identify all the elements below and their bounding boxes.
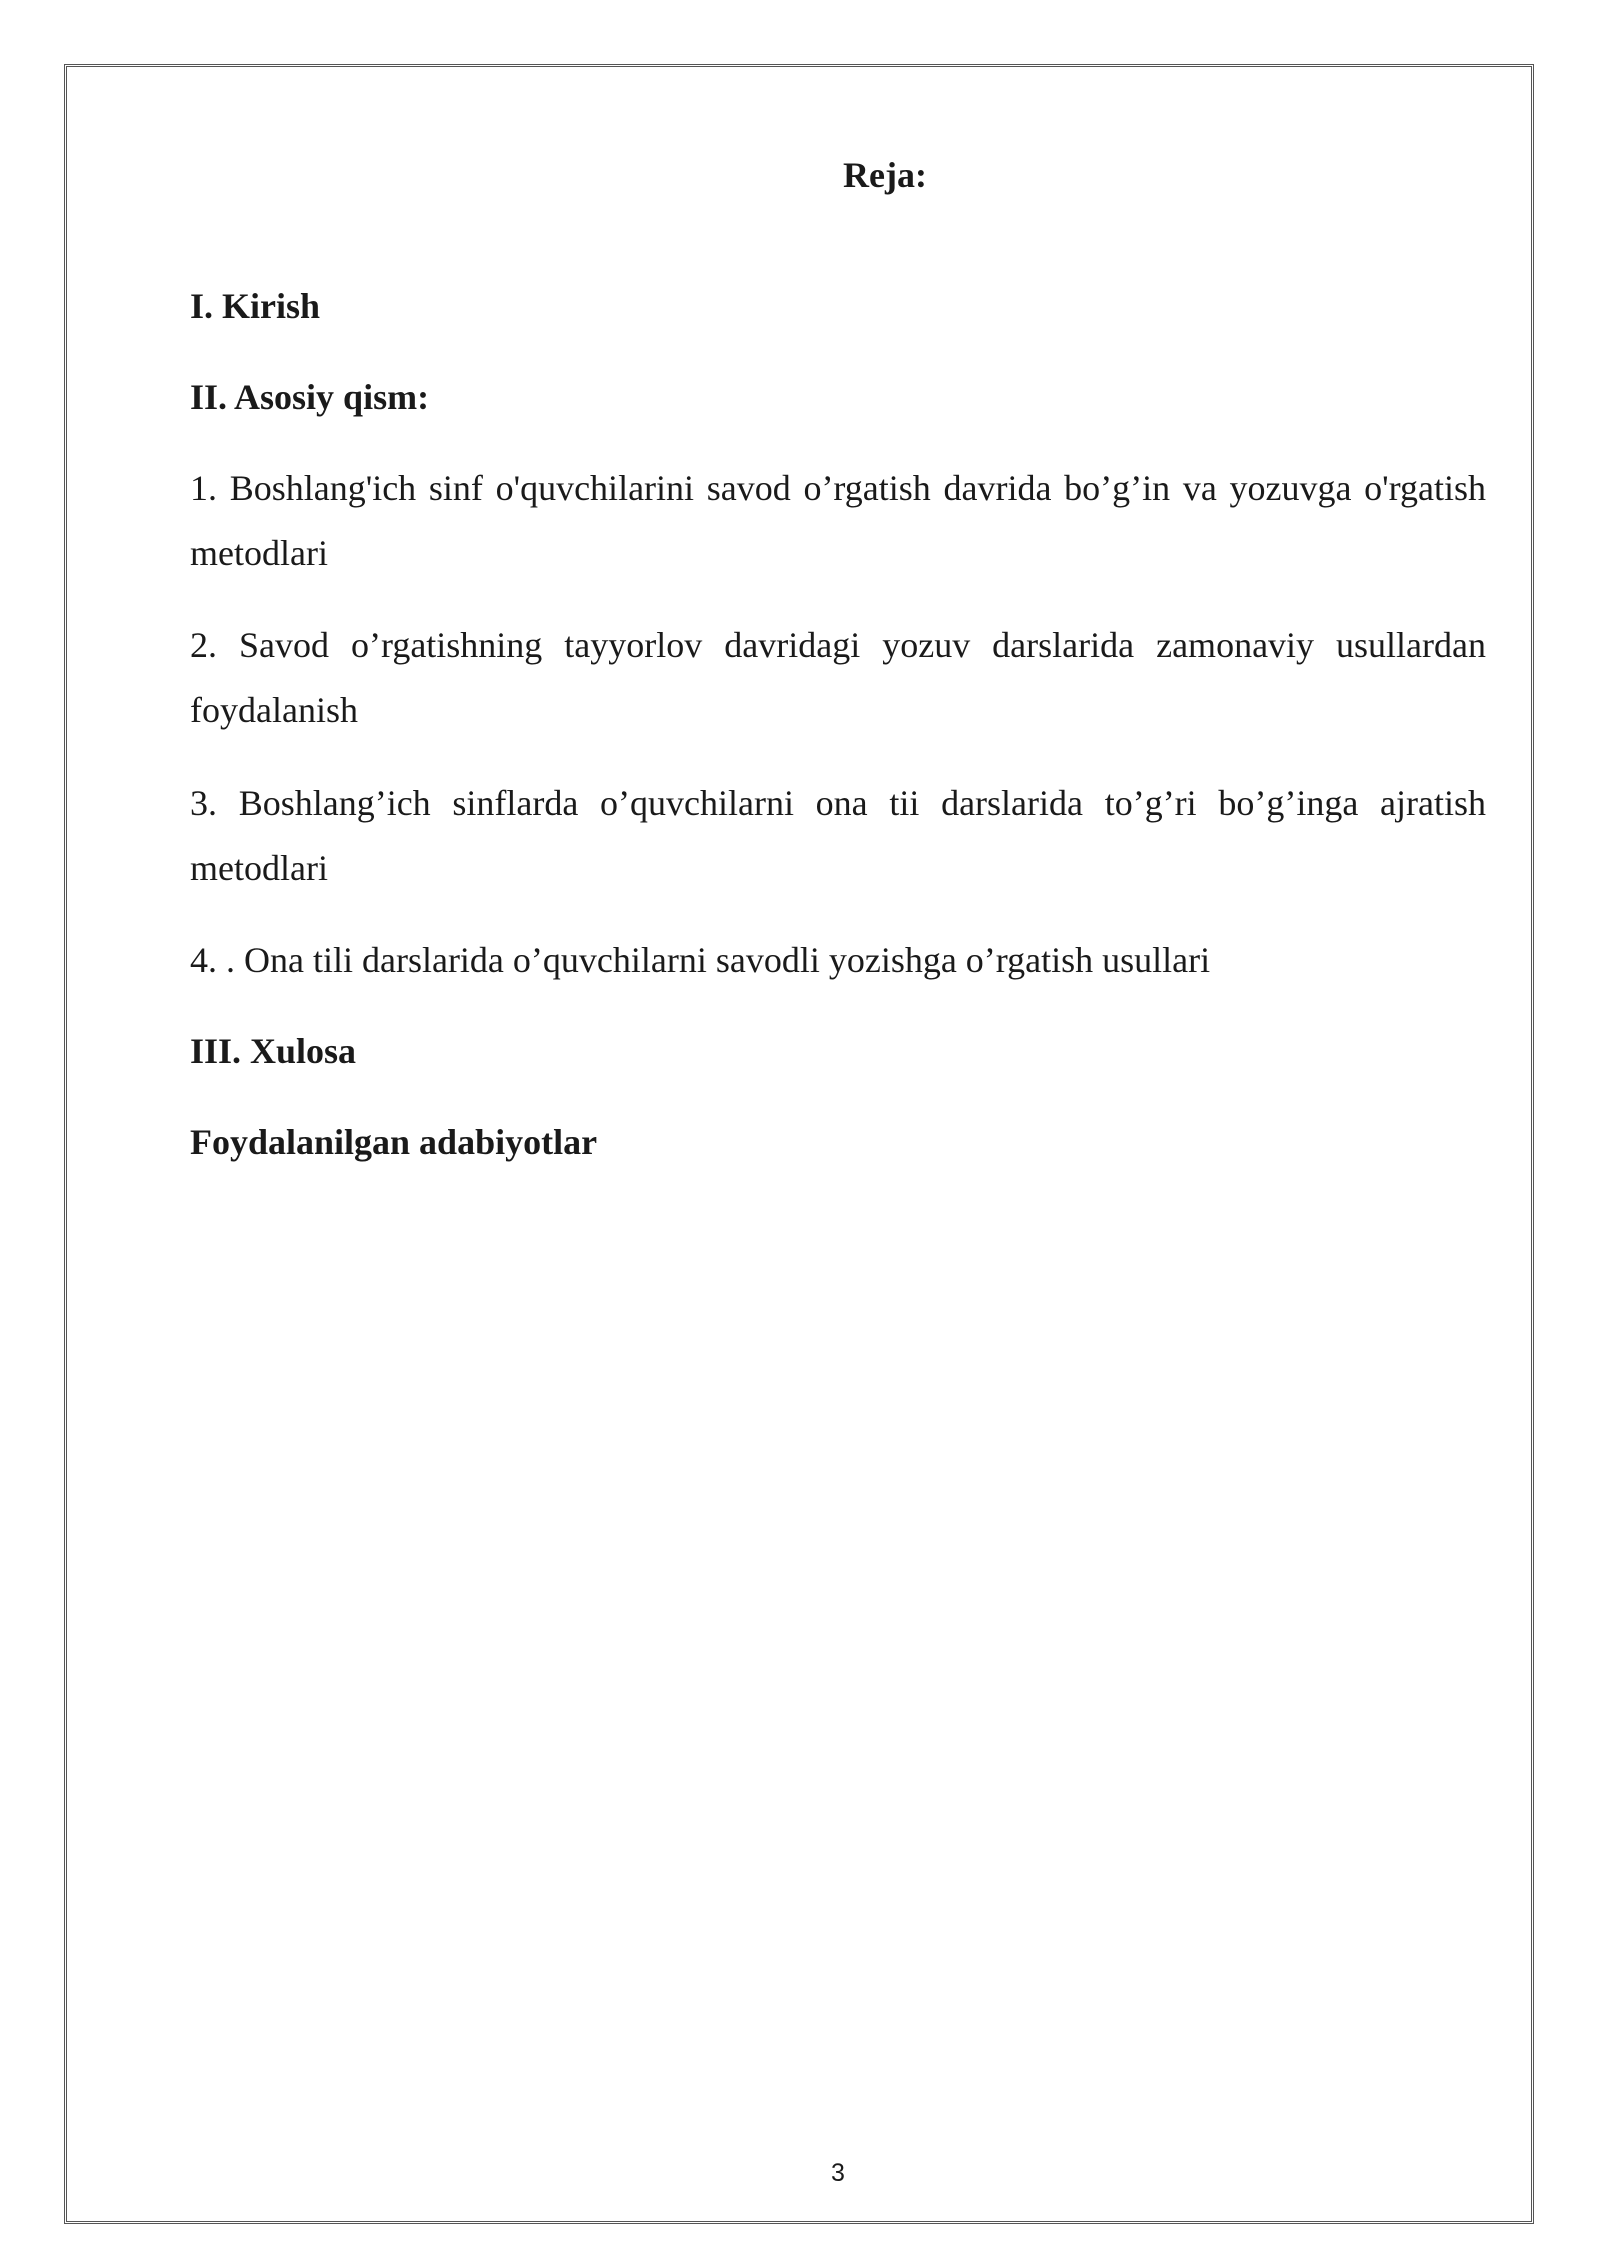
section-heading-intro: I. Kirish: [190, 286, 321, 326]
plan-item-1: 1. Boshlang'ich sinf o'quvchilarini savod o’rgatish davrida bo’g’in va yozuvga o'rgatish metodlari: [190, 468, 1486, 573]
plan-item-2: 2. Savod o’rgatishning tayyorlov davridagi yozuv darslarida zamonaviy usullardan foydalanish: [190, 625, 1486, 730]
section-heading-main: II. Asosiy qism:: [190, 377, 430, 417]
section-heading-references: Foydalanilgan adabiyotlar: [190, 1122, 598, 1162]
plan-item-4: 4. . Ona tili darslarida o’quvchilarni savodli yozishga o’rgatish usullari: [190, 940, 1211, 980]
page-title: Reja:: [843, 155, 927, 195]
page-number: 3: [831, 2159, 845, 2187]
section-heading-conclusion: III. Xulosa: [190, 1031, 357, 1071]
plan-item-3: 3. Boshlang’ich sinflarda o’quvchilarni ona tii darslarida to’g’ri bo’g’inga ajratish metodlari: [190, 783, 1486, 888]
